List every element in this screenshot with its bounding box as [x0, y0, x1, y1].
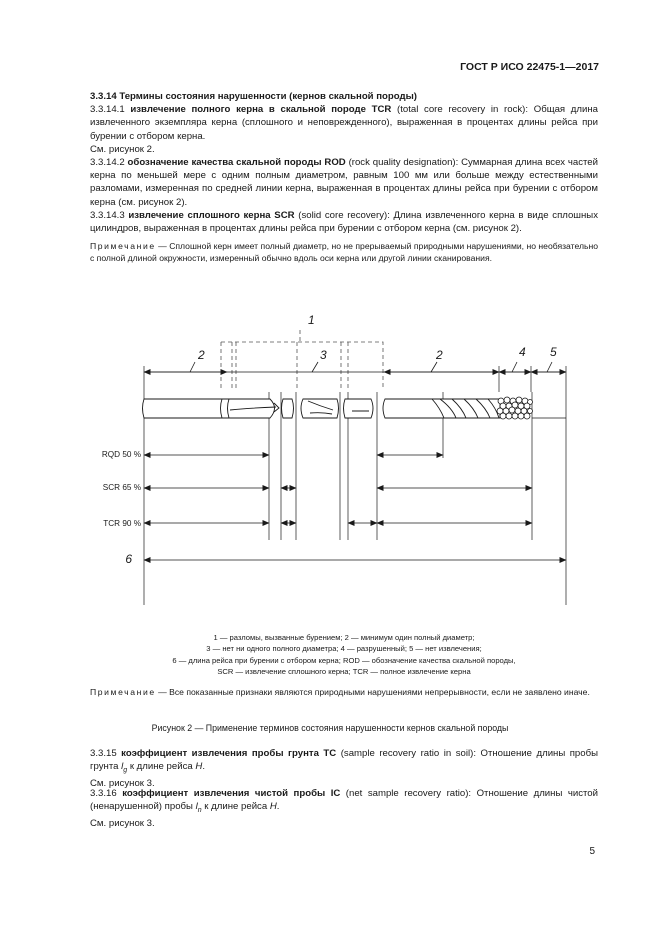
term-3-3-14-2: 3.3.14.2 обозначение качества скальной породы ROD (rock quality designation): Суммарная длина всех частей керна по меньшей мере с одним полным диаметром, равным 100 мм или больше между естественными разломами, измеренная по средней линии керна, выраженная в процентах длины рейса при бурении с отбором керна (см. рисунок 2). [90, 157, 598, 208]
figure-note: Примечание — Все показанные признаки являются природными нарушениями непрерывности, если не заявлено иначе. [90, 687, 590, 697]
core-sample [143, 399, 501, 418]
label-2b: 2 [436, 348, 443, 362]
see-figure: См. рисунок 3. [90, 818, 155, 830]
legend-line: 1 — разломы, вызванные бурением; 2 — минимум один полный диаметр; [213, 633, 475, 642]
term-3-3-14-1: 3.3.14.1 извлечение полного керна в скальной породе TCR (total core recovery in rock): Общая длина извлеченного экземпляра керна (сплошного и неповрежденного), выраженная в процентах длины рейса при бурении с отбором керна. [90, 104, 598, 142]
note-3-3-14: Примечание — Сплошной керн имеет полный диаметр, но не прерываемый природными нарушениями, но необязательно с полной длиной окружности, измеренный обычно вдоль оси керна или другой линии сканирования. [90, 241, 598, 264]
label-2a: 2 [198, 348, 205, 362]
section-3-3-15: 3.3.15 коэффициент извлечения пробы грунта TC (sample recovery ratio in soil): Отношение длины пробы грунта $l_g$ к длине рейса H. См. рисунок 3. [90, 748, 598, 790]
top-dimension-line [144, 362, 566, 372]
label-5: 5 [550, 345, 557, 359]
label-3: 3 [320, 348, 327, 362]
legend-line: SCR — извлечение сплошного керна; TCR — полное извлечение керна [217, 666, 471, 676]
label-6: 6 [125, 552, 132, 566]
legend-line: 6 — длина рейса при бурении с отбором керна; ROD — обозначение качества скальной породы, [172, 655, 516, 665]
see-figure: См. рисунок 2. [90, 143, 155, 155]
legend-line: 3 — нет ни одного полного диаметра; 4 — разрушенный; 5 — нет извлечения; [206, 644, 482, 654]
rqd-label: RQD 50 % [101, 450, 141, 459]
scr-label: SCR 65 % [102, 483, 141, 492]
figure-legend [90, 632, 598, 677]
see-figure: См. рисунок 3. [90, 778, 155, 790]
figure-core-recovery [0, 300, 661, 630]
section-3-3-14 [90, 90, 598, 264]
page-number: 5 [589, 846, 595, 857]
document-header: ГОСТ Р ИСО 22475-1—2017 [460, 61, 599, 73]
section-3-3-16: 3.3.16 коэффициент извлечения чистой пробы IC (net sample recovery ratio): Отношение длины чистой (ненарушенной) пробы $l_n$ к длине рейса H. См. рисунок 3. [90, 788, 599, 830]
drilling-fracture-bracket [221, 330, 383, 388]
label-1: 1 [308, 313, 315, 327]
figure-caption: Рисунок 2 — Применение терминов состояния нарушенности кернов скальной породы [151, 723, 509, 733]
crushed-zone [497, 397, 533, 419]
tcr-label: TCR 90 % [103, 519, 141, 528]
section-title: 3.3.14 Термины состояния нарушенности (кернов скальной породы) [90, 91, 417, 102]
term-3-3-14-3: 3.3.14.3 извлечение сплошного керна SCR (solid core recovery): Длина извлеченного керна в виде сплошных цилиндров, выраженная в процентах длины рейса при бурении с отбором керна (см. рисунок 2). [90, 209, 598, 235]
label-4: 4 [519, 345, 526, 359]
